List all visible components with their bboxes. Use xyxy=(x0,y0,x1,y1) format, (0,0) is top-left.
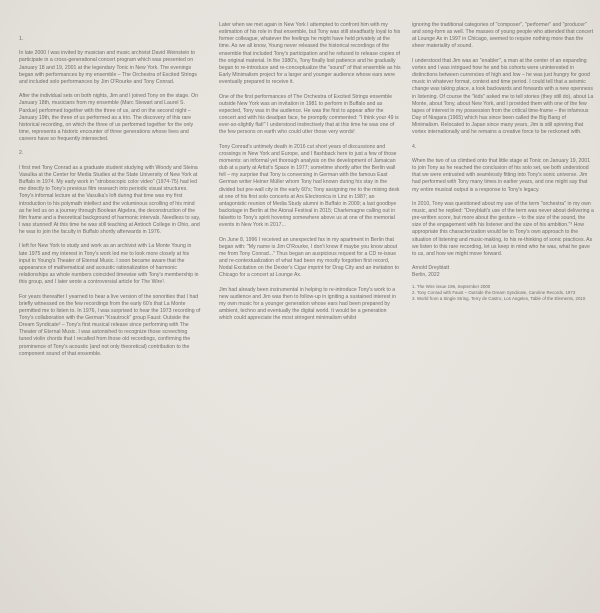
column-1 xyxy=(19,36,201,365)
signature-place-year: Berlin, 2022 xyxy=(412,272,440,279)
footnote: 3. World from a Single String, Terry de Castro, Los Angeles, Table of the Elements, 2010 xyxy=(412,295,586,301)
footnote: 1. The Wire issue 196, September 2000 xyxy=(412,283,491,289)
paragraph: In 2010, Tony was questioned about my use of the term "orchestra" in my own music, and he replied: "Dreyblatt's use of the term was never about delivering a pre-written score, but more about the gesture – to the size of the sound, the size of the engagement with his listener and the size of his ambition."³ How appropriate this characterization would be to Tony's own approach to the situation of listening and music-making, to his re-thinking of sonic practices. As we listen to this rare recording, let us keep in mind who he was, what he gave to us, and how we might move forward. xyxy=(412,200,594,257)
paragraph: In late 2000 I was invited by musician and music archivist David Weinstein to participate in a cross-generational concert program which was presented on January 18 and 19, 2001 at the legendary Tonic in New York. The evenings began with performances by my ensemble – The Orchestra of Excited Strings and included solo performances by Jim O'Rourke and Tony Conrad. xyxy=(19,50,197,85)
paragraph: For years thereafter I yearned to hear a live version of the sonorities that I had briefly witnessed on the few recordings from the early 60's that La Monte permitted me to listen to. In 1976, I was surprised to hear the 1973 recording of Tony's collaboration with the German "Krautrock" group Faust: Outside the Dream Syndicate² – Tony's first musical release since performing with The Theater of Eternal Music. I was astonished to recognize those screeching tuned violin chords that I recalled from those old recordings, confirming the prominence of Tony's acoustic (and not only theoretical) contribution to the component sound of that ensemble. xyxy=(19,293,201,357)
paragraph: One of the first performances of The Orchestra of Excited Strings ensemble outside New York was an invitation in 1981 to perform in Buffalo and as expected, Tony was in the audience. He was the first to appear after the concert and with his deadpan face, he promptly commented: "I think your 49 is ever-so-slightly flat!" I understood instinctively that at this time he was one of the few persons on earth who could utter those very words! xyxy=(219,93,399,136)
paragraph: Later when we met again in New York I attempted to confront him with my estimation of his role in that ensemble, but Tony was still steadfastly loyal to his former colleague, whatever the feelings he might have held privately at the time. As we all know, Young never released the historical recordings of the ensemble that included Tony's participation and he refused to release copies of the original material. In the 1980's, Tony finally lost patience and he gradually began to re-introduce and re-conceptualize the "sound" of that ensemble as his Early Minimalism project for a larger and younger audience whose ears were eventually prepared to receive it. xyxy=(219,22,401,86)
paragraph: I understood that Jim was an "enabler", a man at the center of an expanding vortex and I was intrigued how he and his cohorts were uninterested in distinctions between currencies of high and low – he was just hungry for good music in whatever format, context and time period. I could tell that a seismic change was taking place, a look backwards and forwards with a new openness in listening. Of course the "kids" asked me to tell stories (they still do), about La Monte, about Tony, about New York, and I provided them with one of the few tapes of interest in my possession from the critical time-frame – the infamous Day of Niagara (1965) which has since been called the Big Bang of Minimalism. Relocated to Japan since many years, Jim is still spinning that vortex internationally and he remains a creative force to be reckoned with. xyxy=(412,57,594,136)
footnotes xyxy=(412,284,594,303)
paragraph: When the two of us climbed onto that little stage at Tonic on January 19, 2001 to join Tony as he reached the conclusion of his solo set, we both understood that we were entrusted with seamlessly fitting into Tony's sonic universe. Jim had performed with Tony many times in earlier years, and one might say that my entire musical output is a response to Tony's legacy. xyxy=(412,157,591,193)
footnote: 2. Tony Conrad with Faust – Outside the Dream Syndicate, Caroline Records, 1973 xyxy=(412,289,576,295)
paragraph: On June 8, 1996 I received an unexpected fax in my apartment in Berlin that began with: "My name is Jim O'Rourke, I don't know if maybe you know about me from Tony Conrad..." Thus began an auspicious request for a CD re-issue and re-contextualization of what had been my mostly forgotten first record, Nodal Excitation on the Dexter's Cigar imprint for Drag City and an invitation to Chicago for a concert at Lounge Ax. xyxy=(219,236,400,279)
section-number-2: 2. xyxy=(19,150,24,157)
signature-name: Arnold Dreyblatt xyxy=(412,265,450,272)
column-2 xyxy=(219,22,401,330)
paragraph: Jim had already been instrumental in helping to re-introduce Tony's work to a new audience and Jim was then to follow-up in igniting a sustained interest in my own music for a younger generation whose ears had been prepared by ambient, techno and eventually the digital world. It would be a generation which could appreciate the most stringent minimalism whilst xyxy=(219,286,397,322)
paragraph: I first met Tony Conrad as a graduate student studying with Woody and Steina Vasulka at the Center for Media Studies at the State University of New York at Buffalo in 1974. My early work in "stroboscopic color video" (1974-75) had led me directly to Tony's previous film research into periodic visual structures. Tony's informal lecture at the Vasulka's loft during that time was my first introduction to his polymath intellect and the voluminous scrolling of his mind as he led us on a journey through Boolean Algebra, the deconstruction of the film frame and a theoretical background of harmonic intervals. Needless to say, I was stunned! At this time he was still teaching at Antioch College in Ohio, and he was to join the faculty in Buffalo shortly afterwards in 1976. xyxy=(19,164,201,236)
column-3 xyxy=(412,22,594,302)
paragraph: I left for New York to study and work as an archivist with La Monte Young in late 1975 and my interest in Tony's work led me to look more closely at his input to Young's Theater of Eternal Music. I soon became aware that the appearance of mathematical and acoustic rationalization of harmonic relationships as whole numbers coincided timewise with Tony's membership in this group, and I later wrote a controversial article for The Wire¹. xyxy=(19,243,199,286)
section-number-4: 4. xyxy=(412,143,417,150)
paragraph: After the individual sets on both nights, Jim and I joined Tony on the stage. On January 18th, musicians from my ensemble (Marc Stewart and Laurel S. Pardue) performed together with the three of us, and on the second night – January 19th, the three of us performed as a trio. The discovery of this rare historical recording, on which the three of us performed together for the only time, represents a historic encounter of three generations whose lives and careers have so frequently intersected. xyxy=(19,93,198,143)
paragraph: ignoring the traditional categories of "composer", "performer" and "producer" and song-form as well. The masses of young people who attended that concert at Lounge Ax in 1997 in Chicago, seemed to require nothing more than the sheer materiality of sound. xyxy=(412,22,594,50)
paragraph: Tony Conrad's untimely death in 2016 cut short years of discussions and crossings in New York and Europe, and I flashback here to just a few of those moments: an informal yet thorough analysis on the development of Jamaican dub at a party at Artist's Space in 1977; sometime shortly after the Berlin wall fell – my surprise that Tony is conversing in German with the famous East German writer Heiner Müller whom Tony had known during his stay in the divided but pre-wall city in the early 60's; Tony assigning me to the mixing desk at one of his first solo concerts at Ars Electronica in Linz in 1987; an antagonistic reunion of Media Study alumni in Buffalo in 2009; a last goodbye backstage in Berlin at the Atonal Festival in 2015; Charlemagne calling out in falsetto to Tony's spirit hovering somewhere above us at one of the memorial events in New York in 2017... xyxy=(219,143,400,229)
section-number-1: 1. xyxy=(19,36,24,42)
